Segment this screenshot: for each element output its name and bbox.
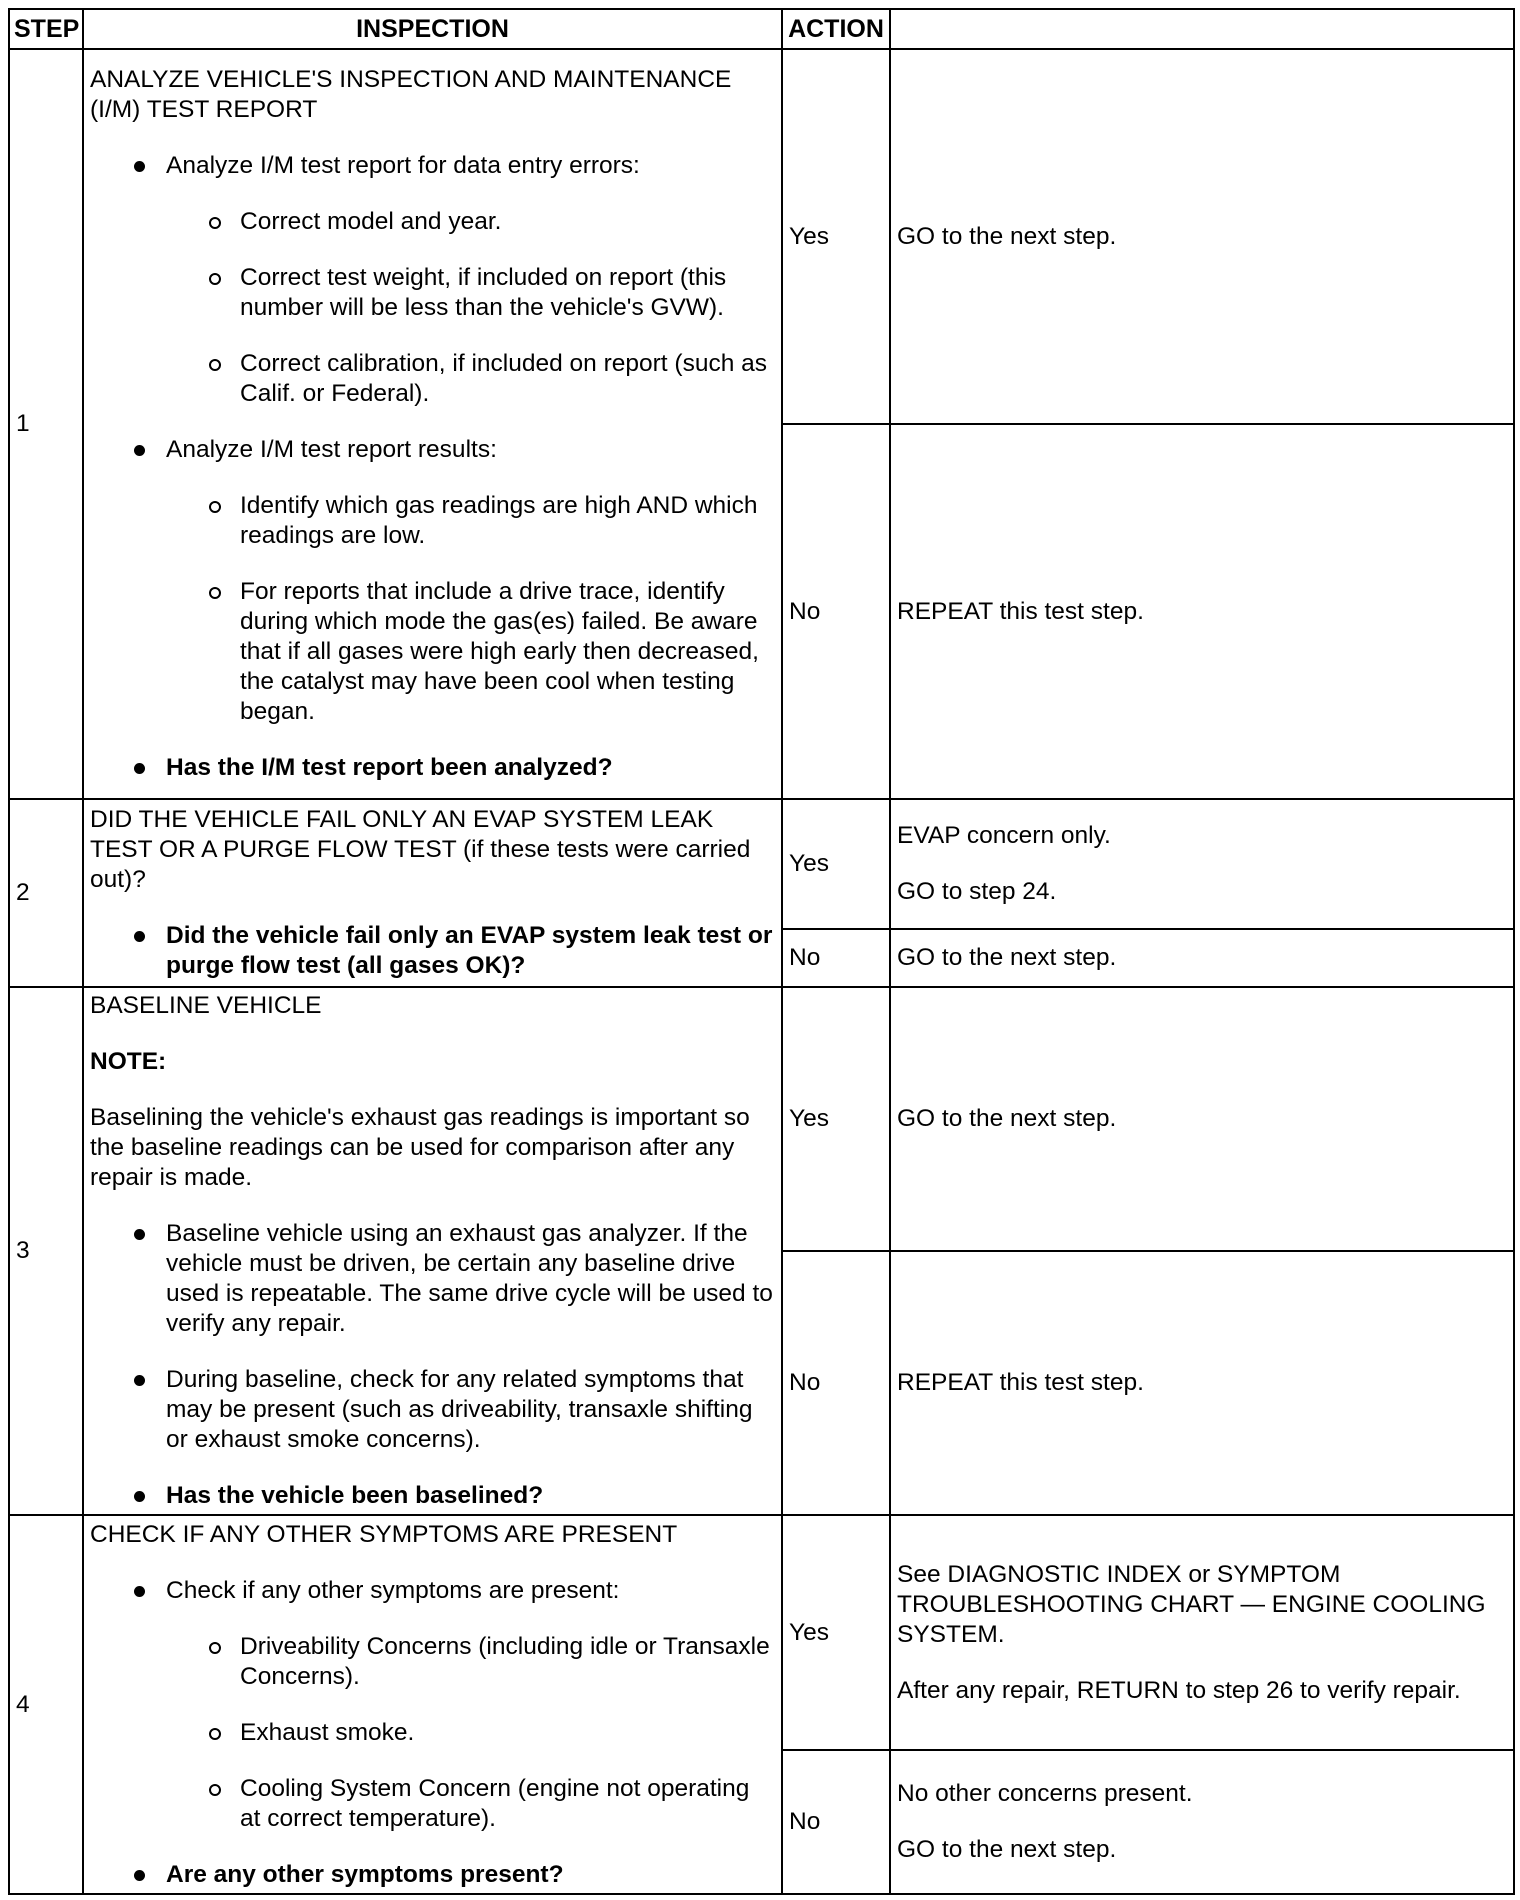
sub-bullet-item: For reports that include a drive trace, identify during which mode the gas(es) failed. Be aware that if all gases were high early then decreased, the catalyst may have been cool when testing began.: [90, 577, 775, 727]
note-label: NOTE:: [90, 1048, 167, 1075]
sub-bullet-item: Exhaust smoke.: [90, 1718, 775, 1748]
answer-no: No: [782, 1251, 890, 1515]
action-no: [890, 929, 1514, 987]
step-heading: ANALYZE VEHICLE'S INSPECTION AND MAINTENANCE (I/M) TEST REPORT: [90, 66, 732, 123]
table-row: [9, 49, 1514, 424]
step-number: 1: [9, 49, 83, 799]
action-no: [890, 424, 1514, 799]
step-question: Has the I/M test report been analyzed?: [90, 753, 775, 783]
answer-no: No: [782, 424, 890, 799]
step-question: Did the vehicle fail only an EVAP system leak test or purge flow test (all gases OK)?: [90, 921, 775, 981]
sub-bullet-item: Correct calibration, if included on report (such as Calif. or Federal).: [90, 349, 775, 409]
header-step: STEP: [9, 9, 83, 49]
header-inspection: INSPECTION: [83, 9, 782, 49]
inspection-cell: [83, 987, 782, 1515]
action-text: GO to the next step.: [897, 944, 1117, 971]
action-text: REPEAT this test step.: [897, 1369, 1144, 1396]
action-yes: [890, 987, 1514, 1251]
sub-bullet-item: Correct test weight, if included on report (this number will be less than the vehicle's GVW).: [90, 263, 775, 323]
answer-no: No: [782, 1750, 890, 1894]
table-header-row: [9, 9, 1514, 49]
action-no: [890, 1251, 1514, 1515]
inspection-cell: [83, 1515, 782, 1894]
action-text: GO to the next step.: [897, 222, 1117, 250]
bullet-item: Baseline vehicle using an exhaust gas analyzer. If the vehicle must be driven, be certain any baseline drive used is repeatable. The same drive cycle will be used to verify any repair.: [90, 1219, 775, 1339]
table-row: [9, 987, 1514, 1251]
action-yes: [890, 49, 1514, 424]
step-question: Has the vehicle been baselined?: [90, 1481, 775, 1511]
sub-bullet-item: Correct model and year.: [90, 207, 775, 237]
bullet-item: Analyze I/M test report for data entry errors:: [90, 151, 775, 181]
step-heading: BASELINE VEHICLE: [90, 992, 322, 1019]
step-number: 2: [9, 799, 83, 987]
action-text: EVAP concern only.: [897, 822, 1111, 849]
step-number: 3: [9, 987, 83, 1515]
action-text: GO to the next step.: [897, 1836, 1117, 1863]
action-text: No other concerns present.: [897, 1780, 1193, 1807]
diagnostic-table: [8, 8, 1515, 1895]
answer-yes: Yes: [782, 1515, 890, 1750]
note-text: Baselining the vehicle's exhaust gas readings is important so the baseline readings can be used for comparison after any repair is made.: [90, 1104, 750, 1191]
header-action: ACTION: [782, 9, 890, 49]
answer-yes: Yes: [782, 799, 890, 929]
bullet-item: Analyze I/M test report results:: [90, 435, 775, 465]
inspection-cell: [83, 49, 782, 799]
answer-yes: Yes: [782, 987, 890, 1251]
step-question: Are any other symptoms present?: [90, 1860, 775, 1890]
action-text: See DIAGNOSTIC INDEX or SYMPTOM TROUBLESHOOTING CHART — ENGINE COOLING SYSTEM.: [897, 1560, 1486, 1648]
action-yes: [890, 799, 1514, 929]
header-result: [890, 9, 1514, 49]
diagnostic-page: [8, 8, 1513, 1895]
bullet-item: During baseline, check for any related symptoms that may be present (such as driveability, transaxle shifting or exhaust smoke concerns).: [90, 1365, 775, 1455]
sub-bullet-item: Identify which gas readings are high AND which readings are low.: [90, 491, 775, 551]
answer-no: No: [782, 929, 890, 987]
inspection-cell: [83, 799, 782, 987]
table-row: [9, 1515, 1514, 1750]
sub-bullet-item: Driveability Concerns (including idle or Transaxle Concerns).: [90, 1632, 775, 1692]
bullet-item: Check if any other symptoms are present:: [90, 1576, 775, 1606]
table-row: [9, 799, 1514, 929]
step-heading: DID THE VEHICLE FAIL ONLY AN EVAP SYSTEM LEAK TEST OR A PURGE FLOW TEST (if these tests were carried out)?: [90, 806, 751, 893]
sub-bullet-item: Cooling System Concern (engine not operating at correct temperature).: [90, 1774, 775, 1834]
action-text: GO to step 24.: [897, 878, 1057, 905]
action-text: REPEAT this test step.: [897, 597, 1144, 625]
action-yes: [890, 1515, 1514, 1750]
action-text: After any repair, RETURN to step 26 to verify repair.: [897, 1676, 1461, 1704]
action-text: GO to the next step.: [897, 1105, 1117, 1132]
action-no: [890, 1750, 1514, 1894]
step-heading: CHECK IF ANY OTHER SYMPTOMS ARE PRESENT: [90, 1520, 678, 1548]
answer-yes: Yes: [782, 49, 890, 424]
step-number: 4: [9, 1515, 83, 1894]
